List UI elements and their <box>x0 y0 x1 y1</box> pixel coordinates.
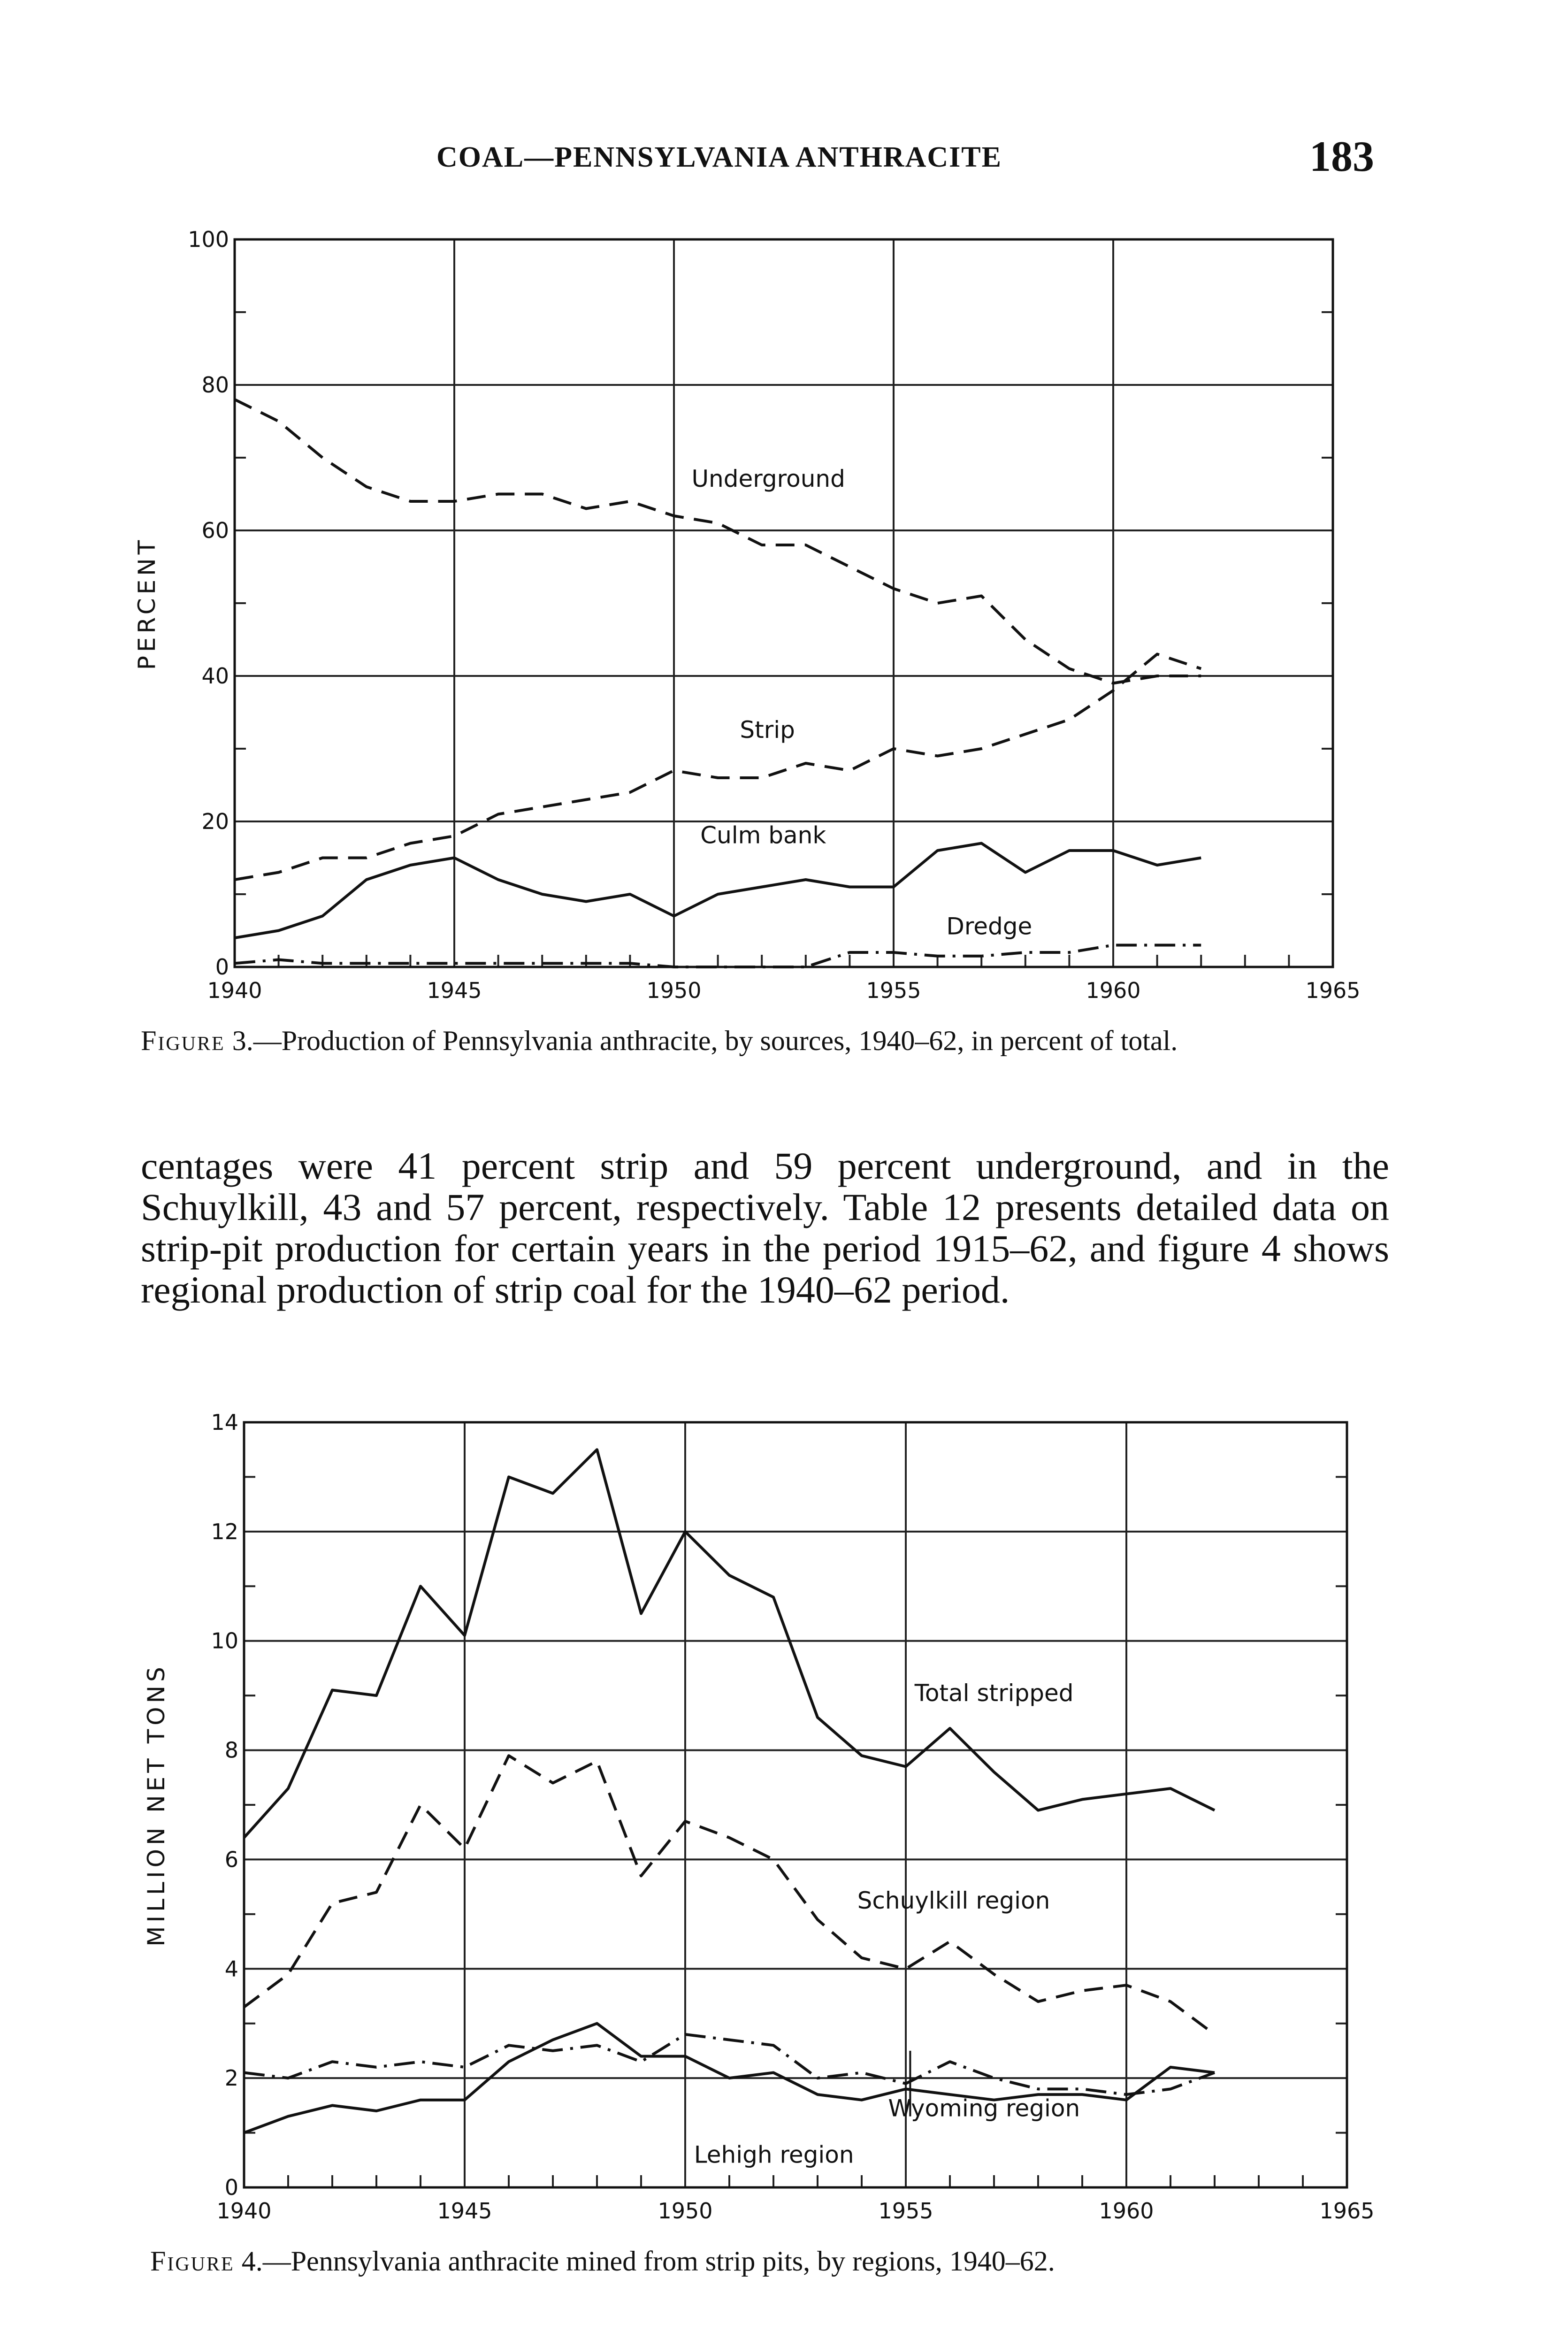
fig4-series-label: Total stripped <box>914 1679 1074 1707</box>
figure-4-chart <box>0 1389 1568 2244</box>
fig3-x-tick-label: 1960 <box>1086 978 1141 1003</box>
fig3-y-tick-label: 100 <box>188 227 229 252</box>
fig3-x-tick-label: 1940 <box>207 978 262 1003</box>
fig4-series-wyoming-region <box>244 2034 1215 2094</box>
figure-3-caption <box>141 1023 1389 1058</box>
figure-3-caption-number: 3. <box>232 1025 253 1056</box>
fig3-series-culm-bank <box>235 844 1201 938</box>
body-paragraph: centages were 41 percent strip and 59 percent underground, and in the Schuylkill, 43 and 57 percent, respectively. Table 12 presents detailed data on strip-pit production for certain years in the period 1915–62, and figure 4 shows regional production of strip coal for the 1940–62 period. <box>141 1144 1389 1311</box>
fig4-x-tick-label: 1955 <box>878 2198 933 2224</box>
figure-3-caption-text: —Production of Pennsylvania anthracite, by sources, 1940–62, in percent of total. <box>253 1025 1178 1056</box>
fig4-x-tick-label: 1965 <box>1319 2198 1375 2224</box>
fig4-y-tick-label: 10 <box>211 1628 238 1654</box>
page-number: 183 <box>1309 132 1374 180</box>
fig3-series-label: Underground <box>691 465 845 492</box>
fig4-x-tick-label: 1960 <box>1099 2198 1154 2224</box>
fig4-y-tick-label: 14 <box>211 1410 238 1435</box>
fig3-series-label: Culm bank <box>700 821 826 849</box>
fig3-y-tick-label: 60 <box>201 518 229 543</box>
figure-4-caption <box>150 2244 1417 2278</box>
running-title: COAL—PENNSYLVANIA ANTHRACITE <box>436 141 1002 173</box>
fig3-x-tick-label: 1950 <box>646 978 702 1003</box>
fig4-series-label: Lehigh region <box>694 2141 854 2169</box>
fig4-y-tick-label: 4 <box>224 1956 238 1982</box>
fig3-y-tick-label: 40 <box>201 663 229 689</box>
figure-3-caption-label: Figure <box>141 1025 225 1056</box>
fig3-y-axis-label: PERCENT <box>133 536 161 670</box>
figure-4-caption-text: —Pennsylvania anthracite mined from strip pits, by regions, 1940–62. <box>262 2246 1055 2277</box>
fig4-y-tick-label: 2 <box>224 2065 238 2091</box>
fig3-y-tick-label: 0 <box>215 954 229 980</box>
fig4-x-tick-label: 1950 <box>658 2198 713 2224</box>
fig3-x-tick-label: 1965 <box>1305 978 1361 1003</box>
fig4-series-total-stripped <box>244 1450 1215 1838</box>
fig4-x-tick-label: 1945 <box>437 2198 492 2224</box>
fig4-y-tick-label: 0 <box>224 2175 238 2200</box>
fig4-y-tick-label: 12 <box>211 1519 238 1544</box>
figure-4-caption-number: 4. <box>241 2246 263 2277</box>
fig3-y-tick-label: 20 <box>201 809 229 834</box>
fig4-y-axis-label: MILLION NET TONS <box>143 1663 170 1947</box>
figure-4-caption-label: Figure <box>150 2246 235 2277</box>
fig4-frame <box>244 1422 1347 2187</box>
fig4-x-tick-label: 1940 <box>216 2198 272 2224</box>
fig4-series-label: Wyoming region <box>888 2094 1080 2122</box>
fig4-series-label: Schuylkill region <box>857 1887 1050 1915</box>
page-header <box>0 127 1568 183</box>
fig3-x-tick-label: 1955 <box>866 978 921 1003</box>
figure-3-chart <box>0 207 1568 1042</box>
fig3-x-tick-label: 1945 <box>427 978 482 1003</box>
fig4-y-tick-label: 6 <box>224 1847 238 1872</box>
fig4-series-schuylkill-region <box>244 1756 1215 2034</box>
fig3-frame <box>235 239 1333 967</box>
fig3-y-tick-label: 80 <box>201 372 229 398</box>
fig3-series-label: Dredge <box>946 913 1033 940</box>
fig3-series-underground <box>235 399 1201 683</box>
fig3-series-label: Strip <box>740 716 795 744</box>
fig4-y-tick-label: 8 <box>224 1737 238 1763</box>
